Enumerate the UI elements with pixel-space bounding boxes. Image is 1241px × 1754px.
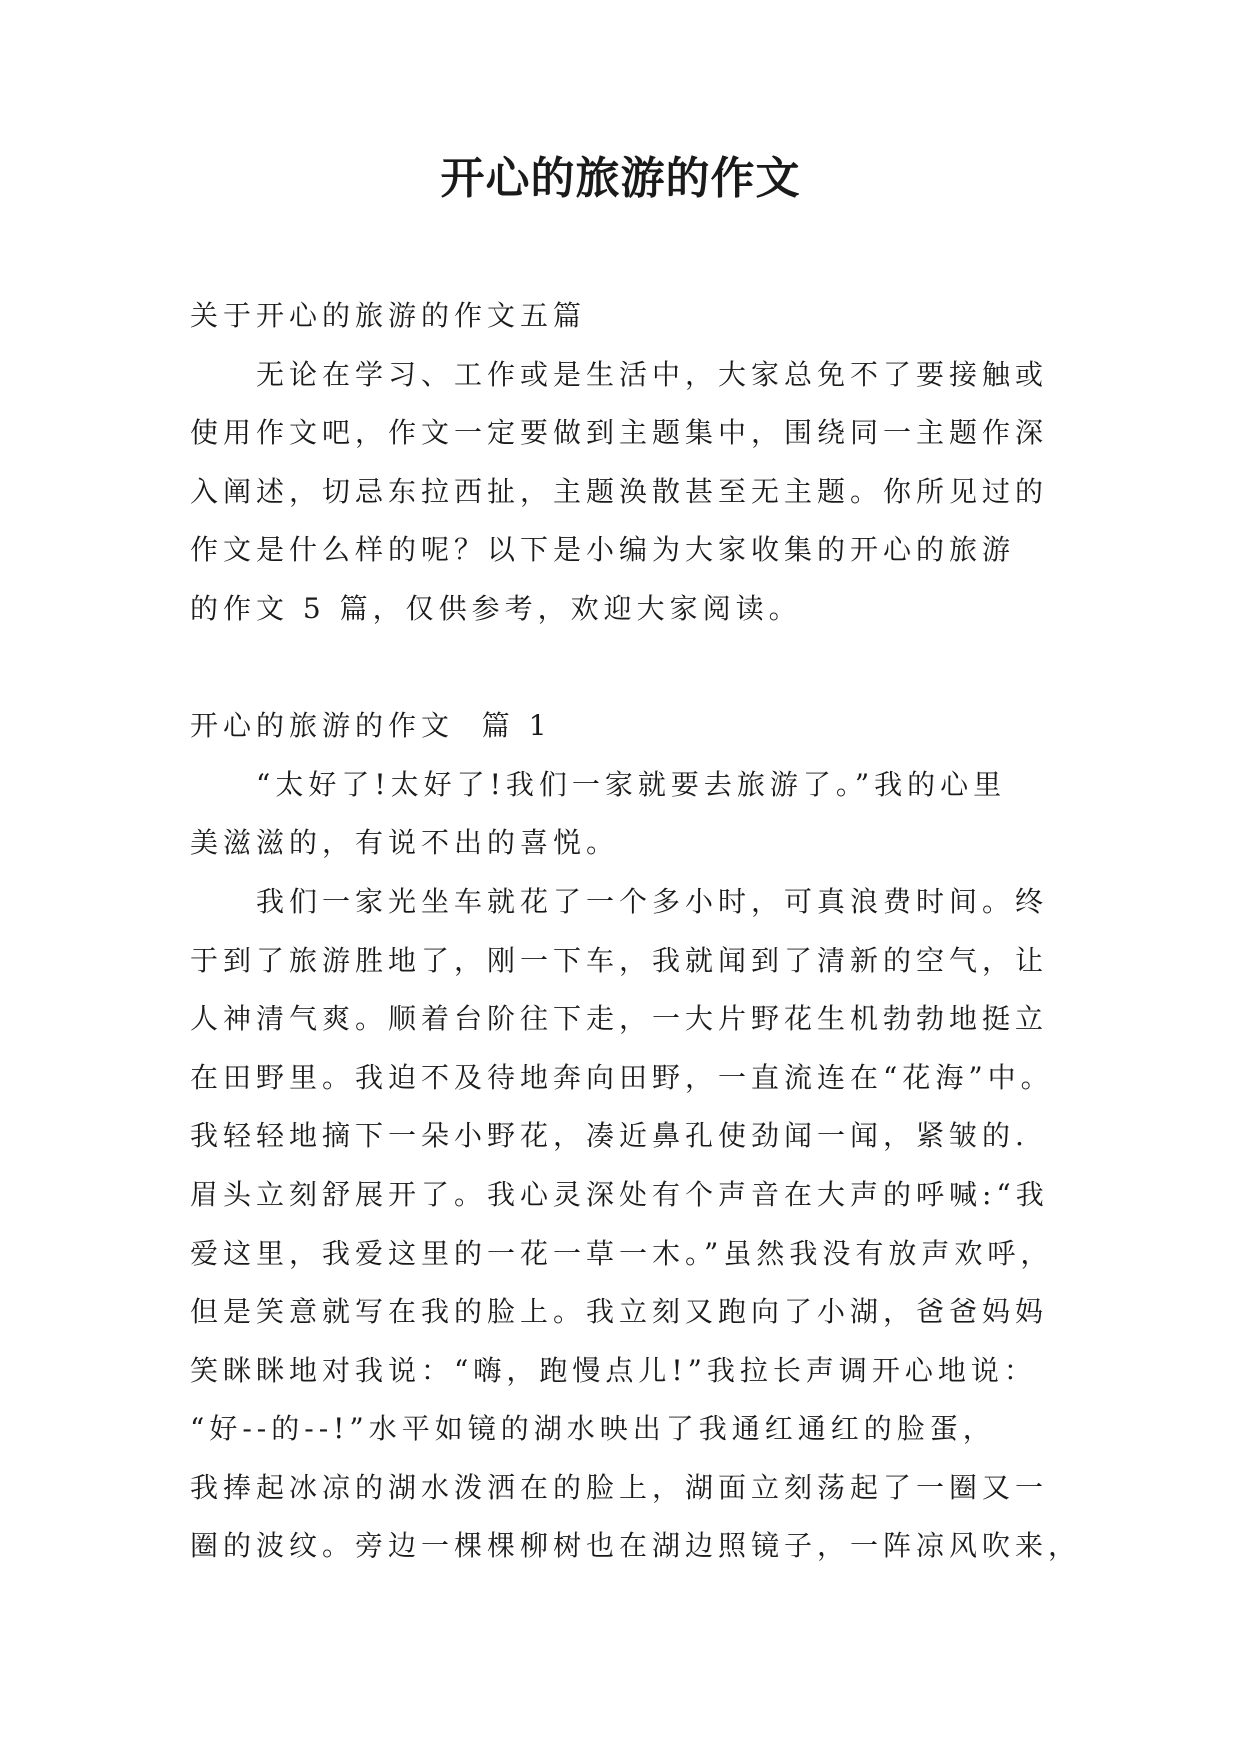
paragraph-line: 在田野里。我迫不及待地奔向田野，一直流连在“花海”中。 bbox=[190, 1060, 1054, 1094]
paragraph-line: 爱这里，我爱这里的一花一草一木。”虽然我没有放声欢呼， bbox=[190, 1236, 1054, 1270]
document-title: 开心的旅游的作文 bbox=[440, 153, 801, 204]
paragraph-line: “好--的--!”水平如镜的湖水映出了我通红通红的脸蛋， bbox=[190, 1412, 996, 1446]
intro-line: 作文是什么样的呢？以下是小编为大家收集的开心的旅游 bbox=[190, 533, 1016, 567]
paragraph-line: 我们一家光坐车就花了一个多小时，可真浪费时间。终 bbox=[256, 884, 1049, 918]
paragraph-line: 我捧起冰凉的湖水泼洒在的脸上，湖面立刻荡起了一圈又一 bbox=[190, 1470, 1049, 1504]
paragraph-line: 笑眯眯地对我说：“嗨，跑慢点儿!”我拉长声调开心地说： bbox=[190, 1353, 1037, 1387]
paragraph-line: 但是笑意就写在我的脸上。我立刻又跑向了小湖，爸爸妈妈 bbox=[190, 1295, 1049, 1329]
paragraph-line: 圈的波纹。旁边一棵棵柳树也在湖边照镜子，一阵凉风吹来， bbox=[190, 1529, 1082, 1563]
paragraph-line: 于到了旅游胜地了，刚一下车，我就闻到了清新的空气，让 bbox=[190, 943, 1049, 977]
intro-line: 使用作文吧，作文一定要做到主题集中，围绕同一主题作深 bbox=[190, 416, 1049, 450]
paragraph-line: 我轻轻地摘下一朵小野花，凑近鼻孔使劲闻一闻，紧皱的. bbox=[190, 1119, 1029, 1153]
document-body bbox=[190, 287, 1090, 1576]
paragraph-line: 眉头立刻舒展开了。我心灵深处有个声音在大声的呼喊:“我 bbox=[190, 1177, 1049, 1211]
intro-line: 的作文 5 篇，仅供参考，欢迎大家阅读。 bbox=[190, 591, 802, 625]
paragraph-line: “太好了!太好了!我们一家就要去旅游了。”我的心里 bbox=[256, 767, 1007, 801]
paragraph-line: 美滋滋的，有说不出的喜悦。 bbox=[190, 826, 620, 860]
paragraph-spacer bbox=[190, 639, 1090, 698]
section-heading: 开心的旅游的作文 篇 1 bbox=[190, 709, 552, 743]
intro-line: 入阐述，切忌东拉西扯，主题涣散甚至无主题。你所见过的 bbox=[190, 474, 1049, 508]
intro-line: 无论在学习、工作或是生活中，大家总免不了要接触或 bbox=[256, 357, 1049, 391]
paragraph-line: 人神清气爽。顺着台阶往下走，一大片野花生机勃勃地挺立 bbox=[190, 1002, 1049, 1036]
intro-heading: 关于开心的旅游的作文五篇 bbox=[190, 299, 587, 332]
